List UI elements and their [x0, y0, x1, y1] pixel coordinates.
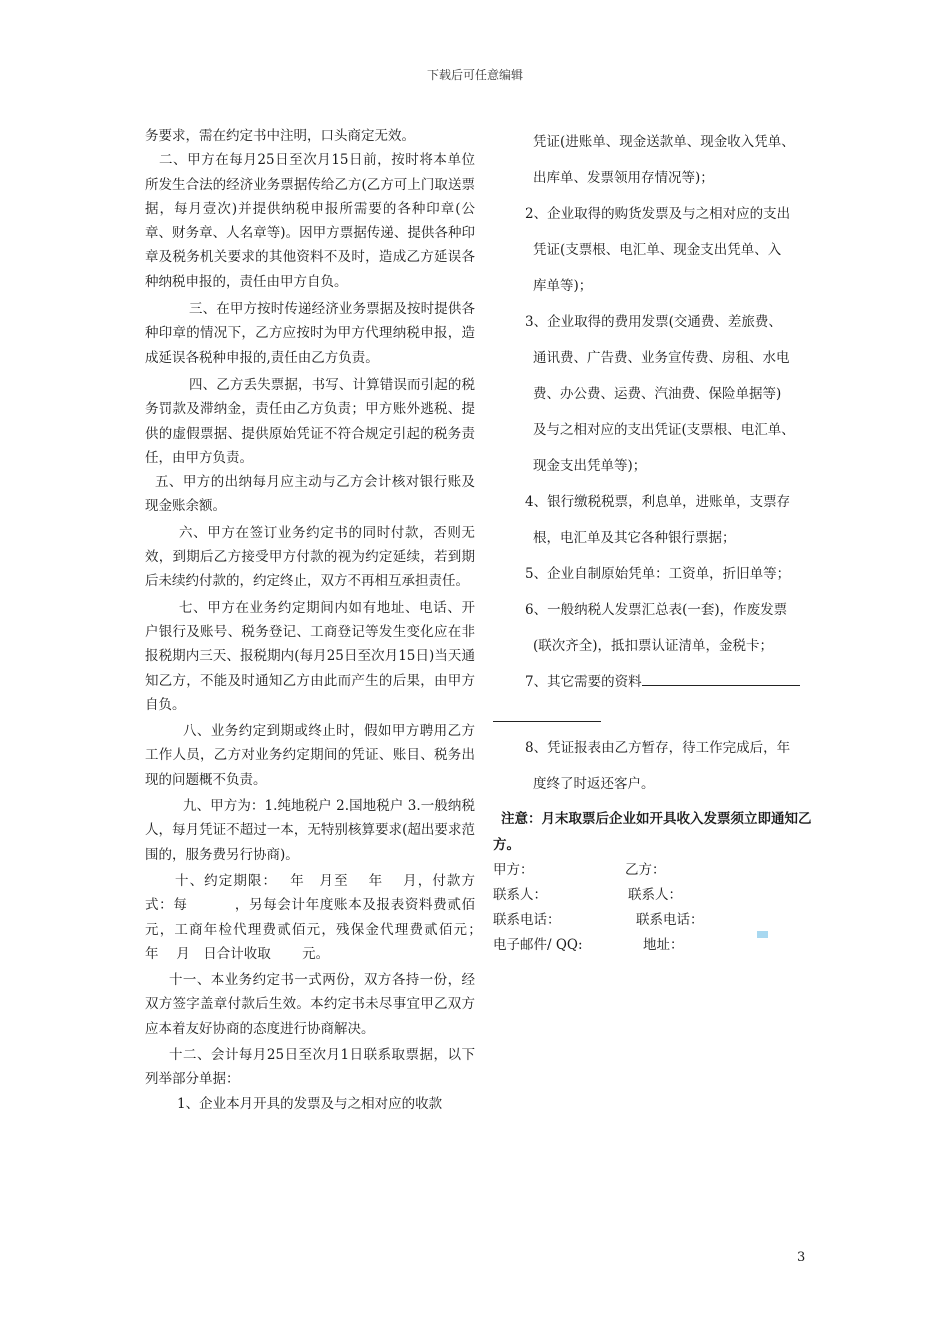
address-b-label: 地址： [643, 937, 684, 953]
clause-8: 八、业务约定到期或终止时，假如甲方聘用乙方工作人员，乙方对业务约定期间的凭证、账目、税务出现的问题概不负责。 [145, 723, 475, 788]
list-item-8: 8、凭证报表由乙方暂存，待工作完成后，年 [525, 740, 791, 756]
list-item-4: 4、银行缴税税票，利息单，进账单，支票存 [525, 494, 791, 510]
list-item-1-cont: 凭证(进账单、现金送款单、现金收入凭单、 [533, 134, 795, 150]
phone-b-label: 联系电话： [636, 912, 704, 928]
list-item-6-cont: (联次齐全)，抵扣票认证清单，金税卡； [533, 638, 774, 654]
signature-row-phone [493, 908, 823, 933]
clause-11: 十一、本业务约定书一式两份，双方各持一份，经双方签字盖章付款后生效。本约定书未尽事宜甲乙双方应本着友好协商的态度进行协商解决。 [145, 972, 475, 1037]
list-item-3-cont: 费、办公费、运费、汽油费、保险单据等) [533, 386, 782, 402]
fill-in-line-cont [493, 700, 823, 730]
clause-4: 四、乙方丢失票据，书写、计算错误而引起的税务罚款及滞纳金，责任由乙方负责；甲方账外逃税、提供的虚假票据、提供原始凭证不符合规定引起的税务责任，由甲方负责。 [145, 376, 475, 466]
signature-row-contact [493, 883, 823, 908]
list-item-7 [493, 664, 823, 700]
list-item-3: 3、企业取得的费用发票(交通费、差旅费、 [525, 314, 782, 330]
clause-7: 七、甲方在业务约定期间内如有地址、电话、开户银行及账号、税务登记、工商登记等发生变化应在非报税期内三天、报税期内(每月25日至次月15日)当天通知乙方，不能及时通知乙方由此而产生的后果，由甲方自负。 [145, 599, 475, 713]
signature-row-email [493, 933, 823, 958]
list-item-1-cont: 出库单、发票领用存情况等)； [533, 170, 714, 186]
clause-12: 十二、会计每月25日至次月1日联系取票据，以下列举部分单据： [145, 1046, 475, 1088]
list-item-3-cont: 及与之相对应的支出凭证(支票根、电汇单、 [533, 422, 795, 438]
signature-row-party [493, 858, 823, 883]
fill-in-line [493, 707, 601, 722]
page-number: 3 [797, 1250, 806, 1265]
list-item-2-cont: 凭证(支票根、电汇单、现金支出凭单、入 [533, 242, 782, 258]
page-header: 下载后可任意编辑 [426, 68, 523, 82]
clause-9: 九、甲方为：1.纯地税户 2.国地税户 3.一般纳税人，每月凭证不超过一本，无特别核算要求(超出要求范围的，服务费另行协商)。 [145, 798, 475, 863]
list-item-7-label: 7、其它需要的资料 [525, 674, 642, 690]
party-a-label: 甲方： [493, 862, 534, 878]
list-item-8-cont: 度终了时返还客户。 [533, 776, 655, 792]
clause-3: 三、在甲方按时传递经济业务票据及按时提供各种印章的情况下，乙方应按时为甲方代理纳税申报，造成延误各税种申报的,责任由乙方负责。 [145, 301, 475, 366]
list-item-2: 2、企业取得的购货发票及与之相对应的支出 [525, 206, 791, 222]
list-item-3-cont: 通讯费、广告费、业务宣传费、房租、水电 [533, 350, 790, 366]
highlight-marker [757, 931, 768, 938]
email-a-label: 电子邮件/ QQ: [493, 937, 583, 953]
phone-a-label: 联系电话： [493, 912, 561, 928]
clause-5: 五、甲方的出纳每月应主动与乙方会计核对银行账及现金账余额。 [145, 474, 475, 515]
list-item-6: 6、一般纳税人发票汇总表(一套)，作废发票 [525, 602, 788, 618]
clause-10: 十、约定期限： 年 月至 年 月，付款方式：每 ，另每会计年度账本及报表资料费贰佰元，工商年检代理费贰佰元，残保金代理费贰佰元； 年 月 日合计收取 元。 [145, 872, 493, 962]
notice: 注意：月末取票后企业如开具收入发票须立即通知乙方。 [493, 811, 812, 853]
list-item-4-cont: 根，电汇单及其它各种银行票据； [533, 530, 736, 546]
right-column [493, 124, 823, 958]
clause-2: 二、甲方在每月25日至次月15日前，按时将本单位所发生合法的经济业务票据传给乙方(乙方可上门取送票据，每月壹次)并提供纳税申报所需要的各种印章(公章、财务章、人名章等)。因甲方票据传递、提供各种印章及税务机关要求的其他资料不及时，造成乙方延误各种纳税申报的，责任由甲方自负。 [145, 152, 475, 290]
left-column [145, 124, 493, 1116]
list-item-1: 1、企业本月开具的发票及与之相对应的收款 [177, 1095, 443, 1112]
list-item-2-cont: 库单等)； [533, 278, 593, 294]
contact-a-label: 联系人： [493, 887, 547, 903]
fill-in-line [642, 671, 800, 686]
contact-b-label: 联系人： [628, 887, 682, 903]
list-item-3-cont: 现金支出凭单等)； [533, 458, 647, 474]
list-item-5: 5、企业自制原始凭单：工资单，折旧单等； [525, 566, 791, 582]
paragraph: 务要求，需在约定书中注明，口头商定无效。 [145, 128, 415, 144]
clause-6: 六、甲方在签订业务约定书的同时付款，否则无效，到期后乙方接受甲方付款的视为约定延续，若到期后未续约付款的，约定终止，双方不再相互承担责任。 [145, 524, 475, 590]
party-b-label: 乙方： [625, 862, 666, 878]
